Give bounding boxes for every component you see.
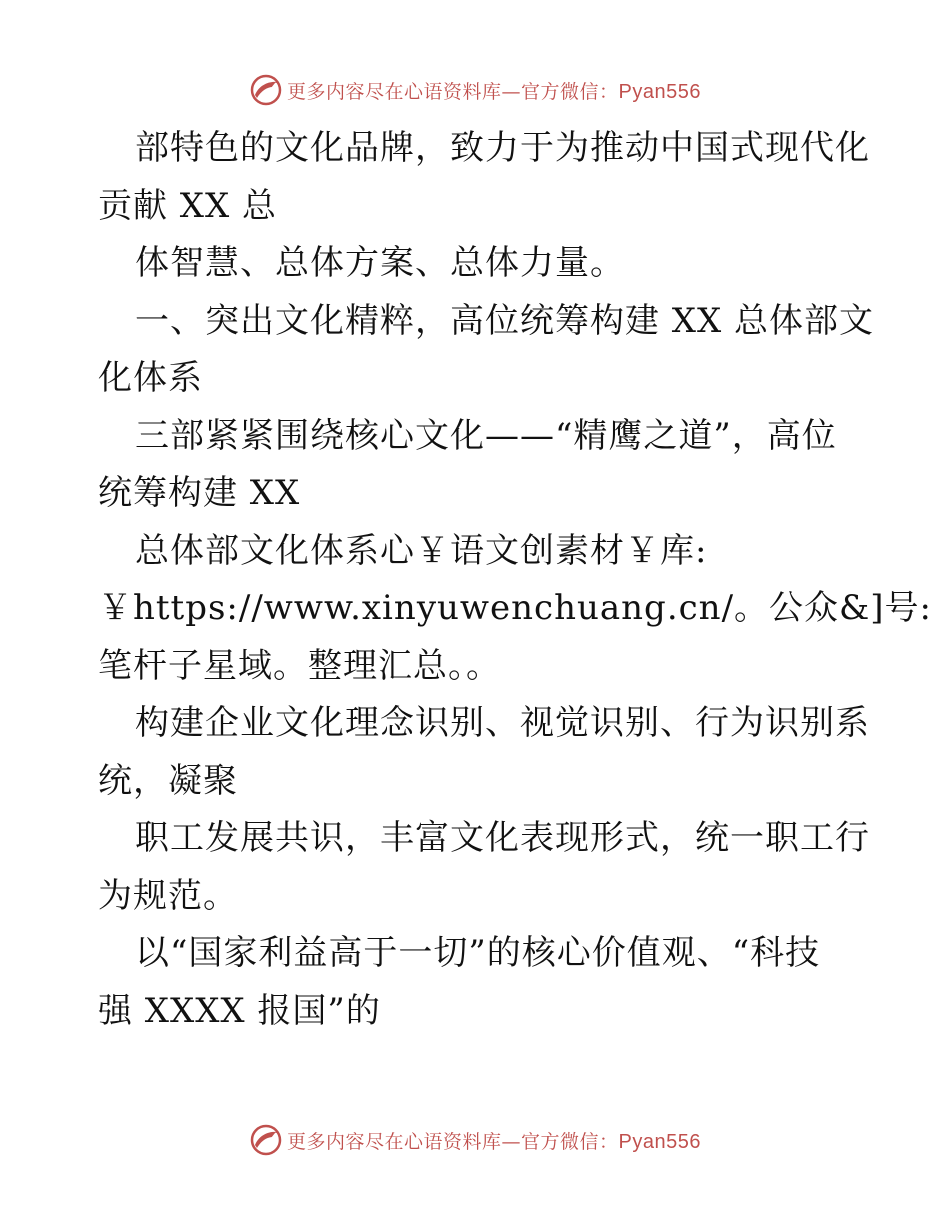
text-line: 贡献 XX 总 [98,185,278,226]
text-line: 以“国家利益高于一切”的核心价值观、“科技 [135,933,821,973]
text-line: 职工发展共识，丰富文化表现形式，统一职工行 [135,818,870,858]
text-line: 统，凝聚 [98,760,238,801]
text-line: 笔杆子星域。整理汇总。。 [98,645,501,686]
header-watermark [0,70,950,110]
text-line: 一、突出文化精粹，高位统筹构建 XX 总体部文 [135,300,875,341]
text-line: 体智慧、总体方案、总体力量。 [135,243,625,283]
text-line: 化体系 [98,358,203,398]
text-line: 三部紧紧围绕核心文化——“精鹰之道”，高位 [135,415,837,456]
text-line: 统筹构建 XX [98,473,301,513]
text-line: 为规范。 [98,875,238,916]
pen-logo-icon [249,73,283,107]
text-line: 构建企业文化理念识别、视觉识别、行为识别系 [135,703,870,743]
pen-logo-icon [249,1123,283,1157]
text-line: 总体部文化体系心￥语文创素材￥库: [135,530,708,571]
footer-watermark-text: 更多内容尽在心语资料库—官方微信：Pyan556 [287,1130,701,1153]
footer-watermark [0,1120,950,1160]
text-line: 强 XXXX 报国”的 [98,990,381,1031]
text-line: ￥https://www.xinyuwenchuang.cn/。公众&]号: [98,588,933,628]
header-watermark-text: 更多内容尽在心语资料库—官方微信：Pyan556 [287,80,701,103]
text-line: 部特色的文化品牌，致力于为推动中国式现代化 [135,128,870,168]
document-body [98,120,933,1040]
